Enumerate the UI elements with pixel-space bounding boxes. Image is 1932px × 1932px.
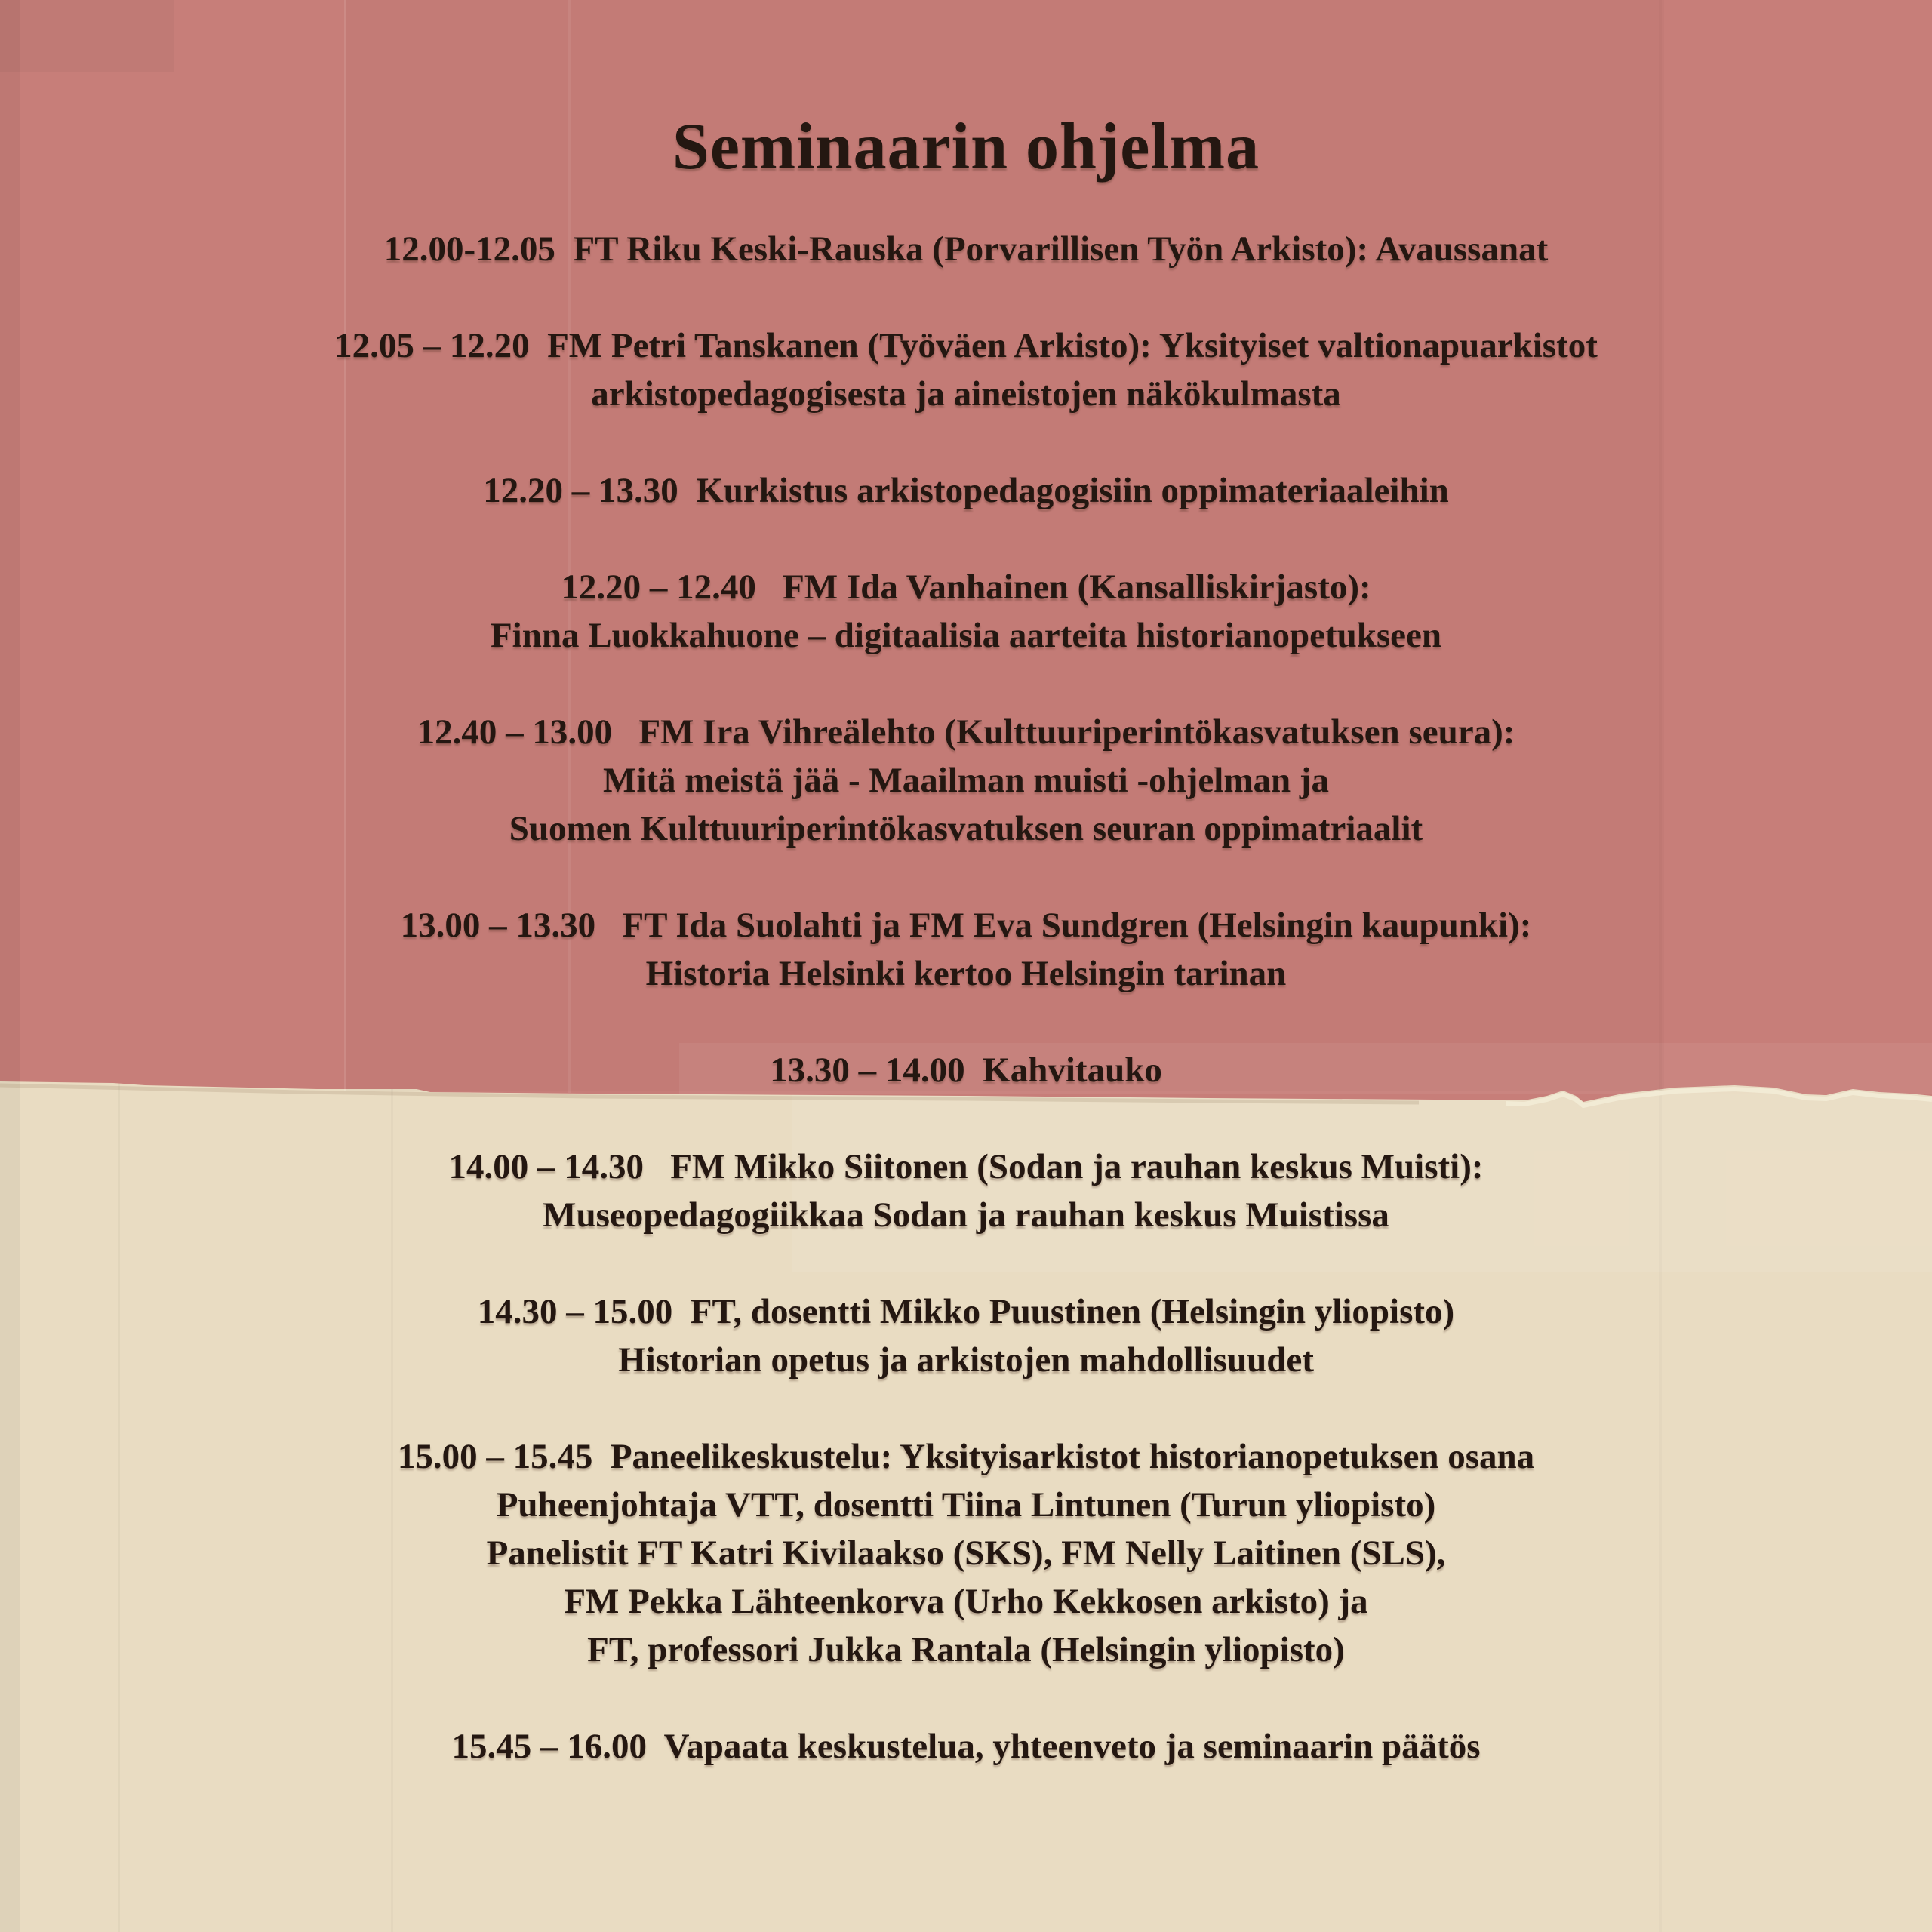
schedule-line: 14.30 – 15.00 FT, dosentti Mikko Puustinen (Helsingin yliopisto)	[477, 1292, 1455, 1331]
schedule-line: Finna Luokkahuone – digitaalisia aarteita historianopetukseen	[490, 616, 1442, 655]
schedule-line: 14.00 – 14.30 FM Mikko Siitonen (Sodan ja rauhan keskus Muisti):	[448, 1147, 1484, 1186]
schedule-block-vihrealehto	[0, 708, 1932, 853]
schedule-line: 15.00 – 15.45 Paneelikeskustelu: Yksityisarkistot historianopetuksen osana	[397, 1437, 1535, 1476]
schedule-line: 12.20 – 12.40 FM Ida Vanhainen (Kansalliskirjasto):	[561, 568, 1371, 607]
schedule-line: Panelistit FT Katri Kivilaakso (SKS), FM Nelly Laitinen (SLS),	[486, 1534, 1446, 1573]
schedule-line: Mitä meistä jää - Maailman muisti -ohjelman ja	[602, 761, 1330, 800]
schedule-line: 12.00-12.05 FT Riku Keski-Rauska (Porvarillisen Työn Arkisto): Avaussanat	[383, 229, 1549, 269]
schedule-block-siitonen	[0, 1143, 1932, 1239]
schedule-block-suolahti-sundgren	[0, 901, 1932, 998]
schedule-block-tanskanen	[0, 321, 1932, 418]
schedule-line: Historian opetus ja arkistojen mahdollisuudet	[618, 1340, 1314, 1380]
schedule-block-puustinen	[0, 1287, 1932, 1384]
schedule-block-vanhainen	[0, 563, 1932, 660]
schedule-line: Historia Helsinki kertoo Helsingin tarinan	[645, 954, 1287, 993]
schedule-block-opening	[0, 225, 1932, 273]
schedule-line: Puheenjohtaja VTT, dosentti Tiina Lintunen (Turun yliopisto)	[496, 1485, 1436, 1524]
schedule-block-paatos	[0, 1722, 1932, 1770]
schedule-block-paneeli	[0, 1432, 1932, 1674]
poster-title: Seminaarin ohjelma	[672, 110, 1260, 183]
schedule-block-kurkistus	[0, 466, 1932, 515]
schedule-line: 15.45 – 16.00 Vapaata keskustelua, yhteenveto ja seminaarin päätös	[451, 1727, 1481, 1766]
schedule-block-kahvitauko	[0, 1046, 1932, 1094]
schedule-line: 13.00 – 13.30 FT Ida Suolahti ja FM Eva Sundgren (Helsingin kaupunki):	[400, 906, 1532, 945]
schedule-line: 13.30 – 14.00 Kahvitauko	[770, 1051, 1162, 1090]
schedule-line: Suomen Kulttuuriperintökasvatuksen seuran oppimatriaalit	[509, 809, 1423, 848]
schedule-line: 12.05 – 12.20 FM Petri Tanskanen (Työväen Arkisto): Yksityiset valtionapuarkistot	[334, 326, 1598, 365]
schedule-line: 12.40 – 13.00 FM Ira Vihreälehto (Kulttuuriperintökasvatuksen seura):	[417, 712, 1515, 752]
schedule-line: FM Pekka Lähteenkorva (Urho Kekkosen arkisto) ja	[564, 1582, 1368, 1621]
schedule-line: Museopedagogiikkaa Sodan ja rauhan keskus Muistissa	[543, 1195, 1389, 1235]
schedule-line: arkistopedagogisesta ja aineistojen näkökulmasta	[591, 374, 1341, 414]
schedule-line: FT, professori Jukka Rantala (Helsingin yliopisto)	[587, 1630, 1345, 1669]
schedule-line: 12.20 – 13.30 Kurkistus arkistopedagogisiin oppimateriaaleihin	[483, 471, 1449, 510]
